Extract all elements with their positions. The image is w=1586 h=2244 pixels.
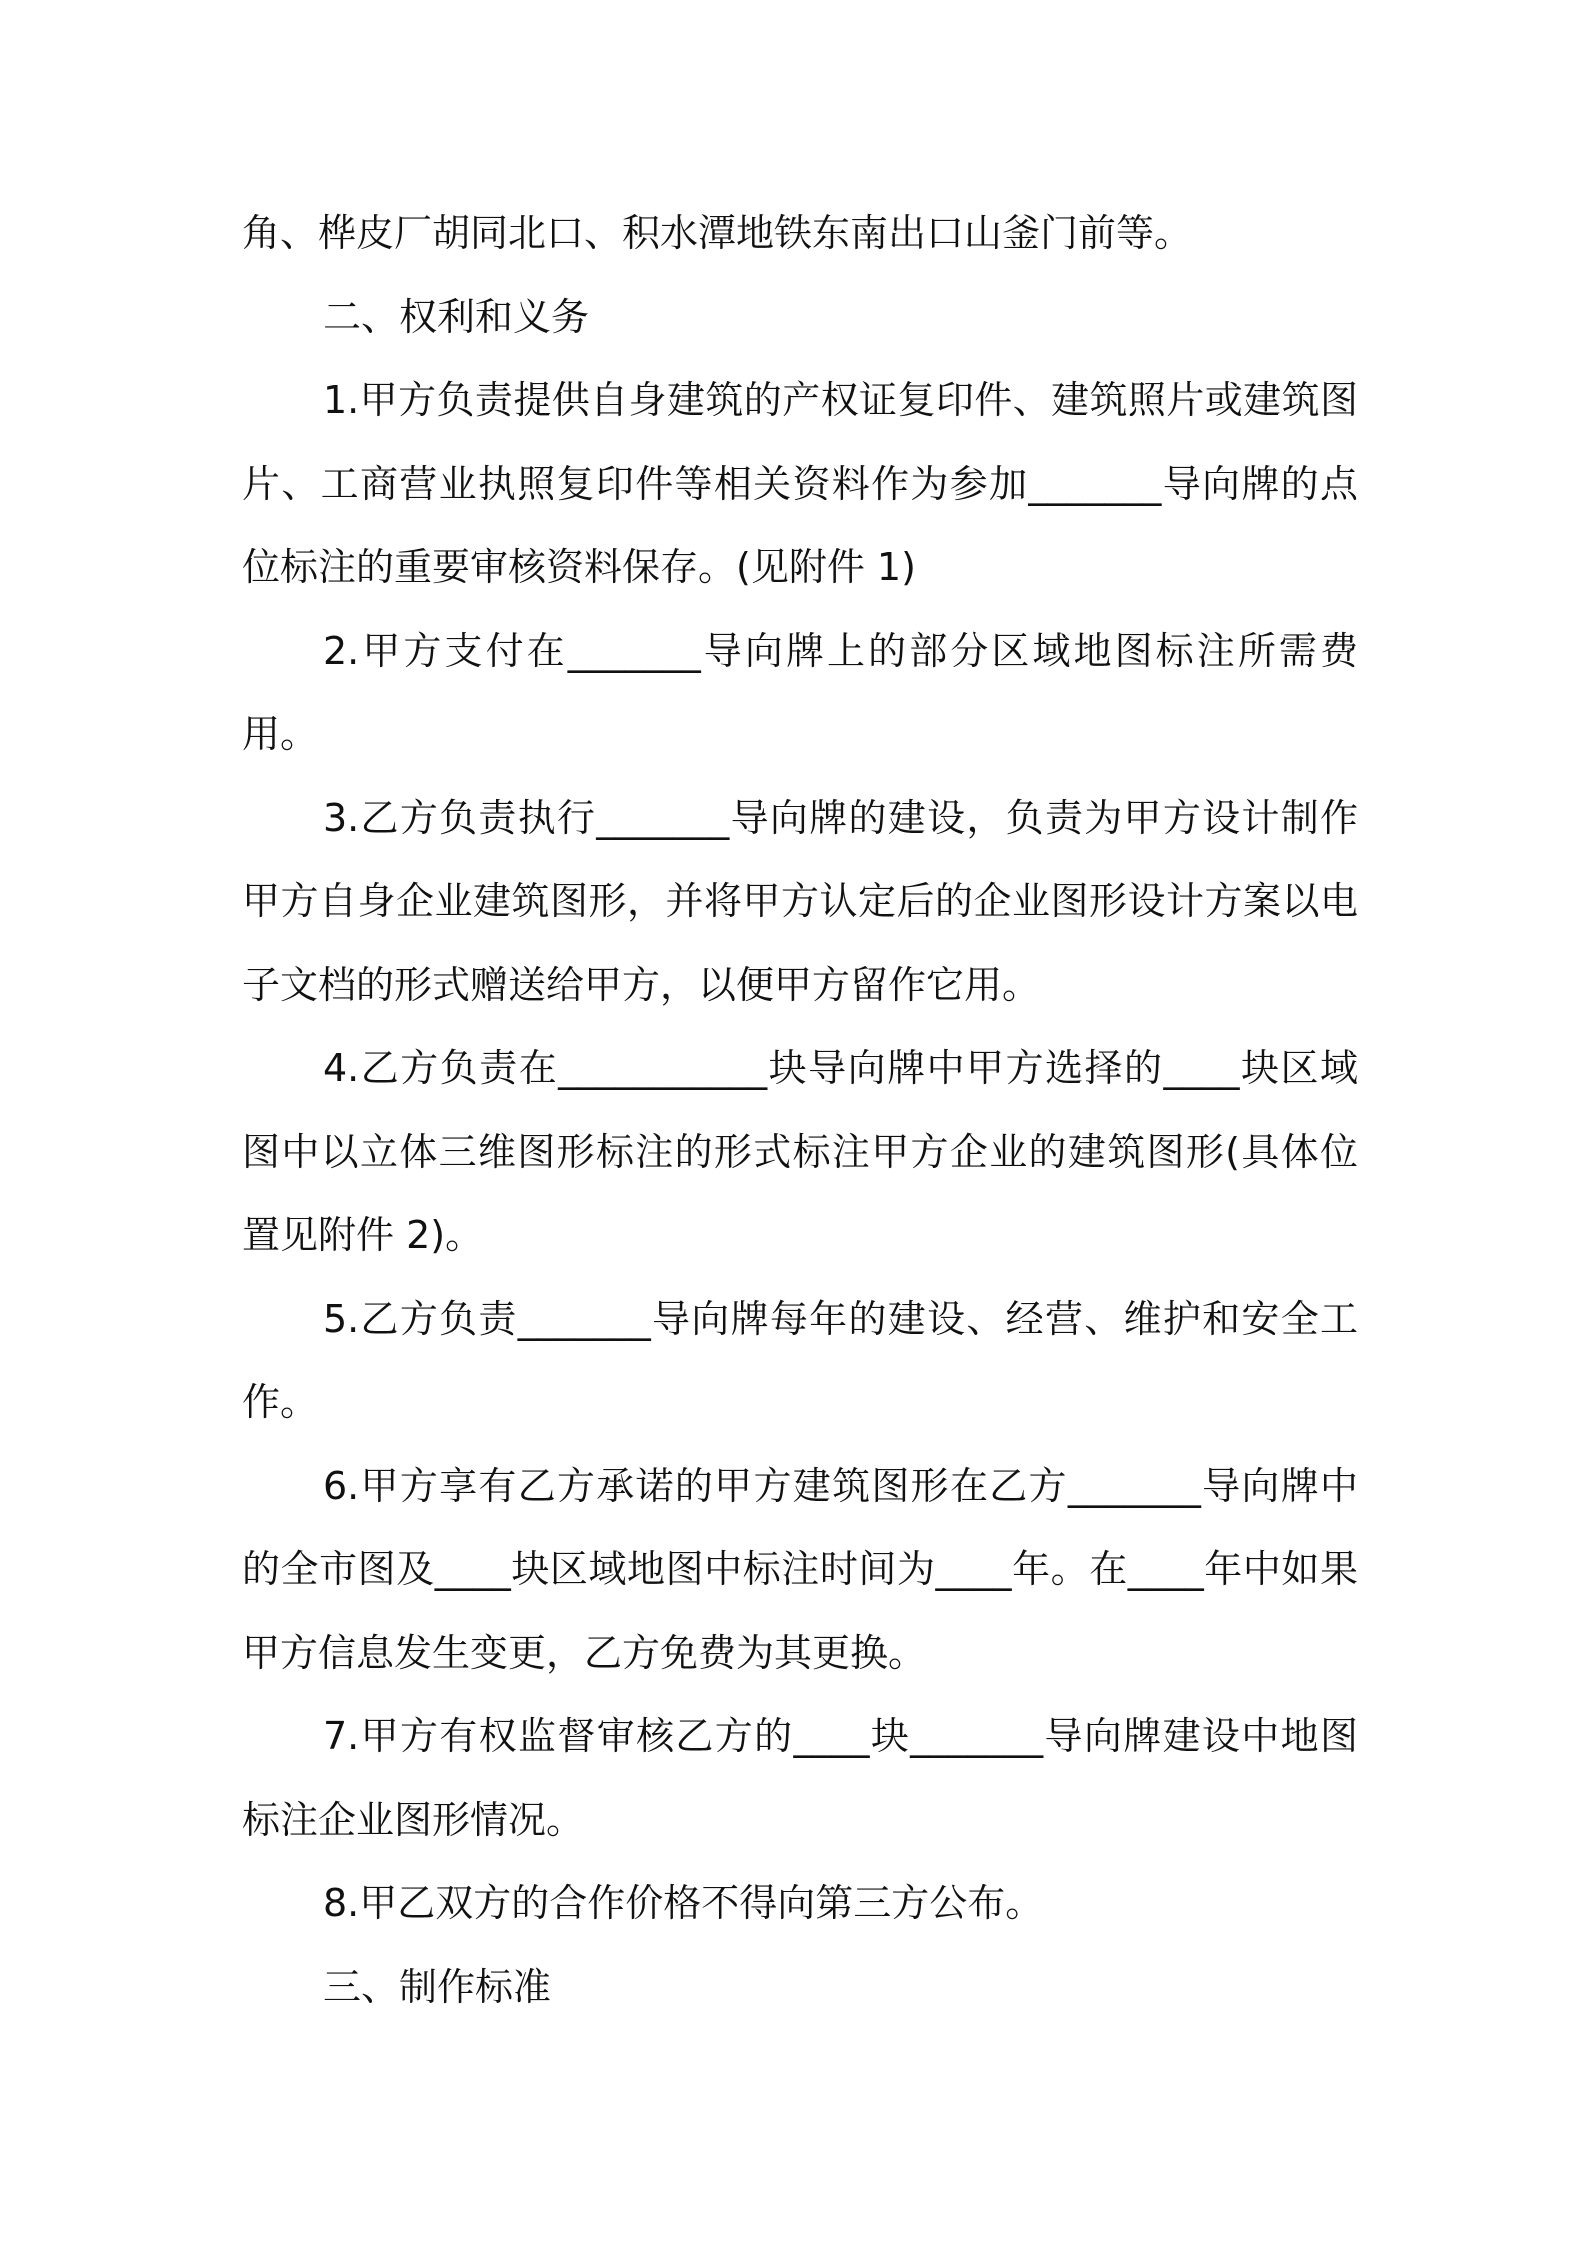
clause-5: 5.乙方负责_______导向牌每年的建设、经营、维护和安全工作。 bbox=[242, 1296, 1358, 1424]
section-heading-production-standards: 三、制作标准 bbox=[323, 1964, 552, 2009]
clause-8: 8.甲乙双方的合作价格不得向第三方公布。 bbox=[323, 1881, 1044, 1925]
document-body bbox=[242, 192, 1358, 2029]
section-heading-rights-obligations: 二、权利和义务 bbox=[323, 294, 590, 339]
clause-6: 6.甲方享有乙方承诺的甲方建筑图形在乙方_______导向牌中的全市图及____块区域地图中标注时间为____年。在____年中如果甲方信息发生变更，乙方免费为其更换。 bbox=[242, 1463, 1358, 1675]
clause-1: 1.甲方负责提供自身建筑的产权证复印件、建筑照片或建筑图片、工商营业执照复印件等相关资料作为参加_______导向牌的点位标注的重要审核资料保存。(见附件 1) bbox=[242, 378, 1358, 589]
clause-2: 2.甲方支付在_______导向牌上的部分区域地图标注所需费用。 bbox=[242, 628, 1358, 756]
clause-3: 3.乙方负责执行_______导向牌的建设，负责为甲方设计制作甲方自身企业建筑图形，并将甲方认定后的企业图形设计方案以电子文档的形式赠送给甲方，以便甲方留作它用。 bbox=[242, 795, 1358, 1007]
clause-4: 4.乙方负责在___________块导向牌中甲方选择的____块区域图中以立体三维图形标注的形式标注甲方企业的建筑图形(具体位置见附件 2)。 bbox=[242, 1046, 1358, 1257]
paragraph-continuation: 角、桦皮厂胡同北口、积水潭地铁东南出口山釜门前等。 bbox=[242, 211, 1193, 255]
clause-7: 7.甲方有权监督审核乙方的____块_______导向牌建设中地图标注企业图形情况。 bbox=[242, 1714, 1358, 1842]
